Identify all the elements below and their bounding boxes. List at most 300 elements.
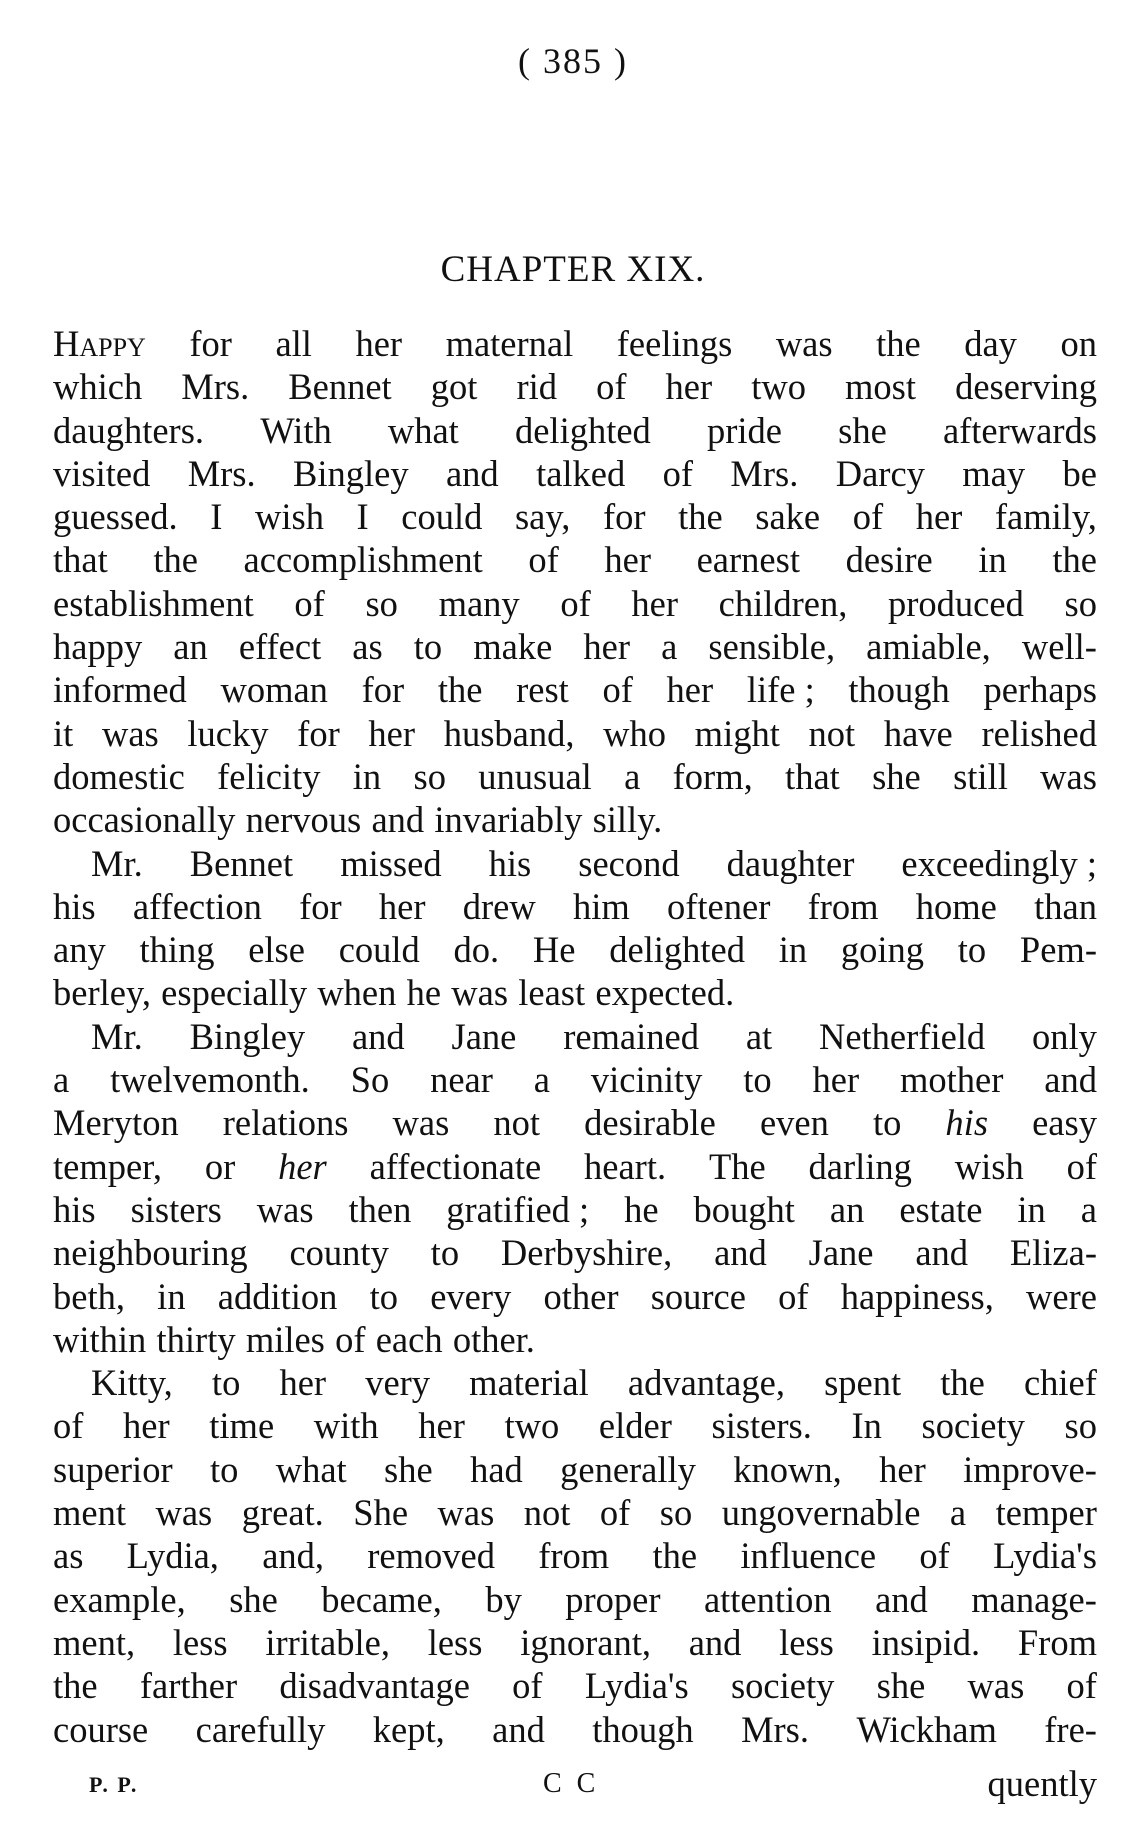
word: was	[775, 323, 833, 364]
word: affection	[132, 885, 262, 927]
word: for	[297, 712, 340, 754]
word: she	[384, 1448, 433, 1490]
word: darling	[808, 1145, 912, 1187]
word: her	[278, 1145, 327, 1187]
word: which	[53, 366, 143, 408]
word: by	[485, 1578, 522, 1620]
word: remained	[563, 1015, 699, 1057]
word: than	[1034, 885, 1097, 927]
word: Meryton	[53, 1102, 179, 1144]
text-line	[53, 971, 1097, 1014]
word: Lydia's	[993, 1535, 1097, 1577]
word: society	[921, 1405, 1025, 1447]
word: proper	[565, 1578, 661, 1620]
word: source	[650, 1275, 746, 1317]
word: daughter	[726, 842, 855, 884]
word: a	[949, 1492, 967, 1534]
word: of	[852, 496, 884, 538]
word: daughters.	[53, 409, 205, 451]
word: relations	[222, 1102, 349, 1144]
word: an	[829, 1188, 865, 1230]
word: for	[299, 885, 342, 927]
word: her	[279, 1362, 327, 1404]
word: invariably	[434, 799, 583, 841]
word: for	[189, 323, 232, 364]
word: her	[355, 323, 403, 364]
word: she	[838, 409, 887, 451]
word: family,	[994, 496, 1097, 538]
word: the	[940, 1362, 985, 1404]
word: of	[335, 1318, 366, 1360]
body-text	[53, 322, 1097, 1751]
word: do.	[453, 929, 500, 971]
word: known,	[733, 1448, 842, 1490]
word: and	[492, 1708, 545, 1750]
word: exceedingly ;	[901, 842, 1097, 884]
text-line	[53, 1231, 1097, 1274]
word: of	[53, 1405, 84, 1447]
word: spent	[824, 1362, 902, 1404]
word: establishment	[53, 582, 254, 624]
text-line	[53, 1404, 1097, 1447]
word: make	[473, 626, 553, 668]
word: neighbouring	[53, 1232, 248, 1274]
word: drew	[462, 885, 536, 927]
word: of	[560, 582, 591, 624]
word: ungovernable	[721, 1492, 921, 1534]
word: unusual	[478, 755, 592, 797]
text-line	[53, 755, 1097, 798]
word: ment,	[53, 1621, 136, 1663]
text-line	[53, 1145, 1097, 1188]
word: so	[659, 1492, 693, 1534]
drop-word: Happy	[53, 323, 146, 364]
word: not	[523, 1492, 571, 1534]
word: that	[53, 539, 108, 581]
word: might	[694, 712, 780, 754]
word: her	[604, 539, 651, 581]
word: lucky	[187, 712, 269, 754]
word: berley,	[53, 972, 151, 1014]
word: domestic	[53, 755, 185, 797]
word: material	[469, 1362, 589, 1404]
word: though	[848, 669, 950, 711]
word: attention	[703, 1578, 832, 1620]
word: with	[313, 1405, 379, 1447]
word: Jane	[451, 1015, 517, 1057]
word: earnest	[696, 539, 800, 581]
word: a	[661, 626, 678, 668]
word: time	[209, 1405, 275, 1447]
word: her	[812, 1059, 860, 1101]
word: deserving	[955, 366, 1097, 408]
word: for	[602, 496, 646, 538]
word: of	[294, 582, 325, 624]
word: guessed.	[53, 496, 178, 538]
word: was	[967, 1665, 1025, 1707]
word: insipid.	[871, 1621, 981, 1663]
word: carefully	[195, 1708, 326, 1750]
word: manage-	[971, 1578, 1097, 1620]
word: silly.	[592, 799, 663, 841]
text-line	[53, 409, 1097, 452]
text-line	[53, 1621, 1097, 1664]
word: many	[438, 582, 520, 624]
word: Bingley	[189, 1015, 306, 1057]
word: she	[876, 1665, 926, 1707]
text-line	[53, 712, 1097, 755]
word: in	[1017, 1188, 1046, 1230]
word: the	[678, 496, 723, 538]
word: temper	[995, 1492, 1097, 1534]
word: two	[504, 1405, 560, 1447]
word: amiable,	[866, 626, 991, 668]
word: She	[353, 1492, 409, 1534]
word: example,	[53, 1578, 186, 1620]
word: easy	[1032, 1102, 1097, 1144]
word: nervous	[245, 799, 362, 841]
word: of	[778, 1275, 809, 1317]
word: an	[173, 626, 208, 668]
word: and,	[262, 1535, 325, 1577]
word: what	[387, 409, 459, 451]
word: it	[53, 712, 74, 754]
word: that	[785, 755, 840, 797]
catchword: quently	[987, 1763, 1097, 1804]
word: her	[123, 1405, 170, 1447]
word: of	[1066, 1665, 1097, 1707]
word: and	[445, 452, 499, 494]
word: accomplishment	[243, 539, 483, 581]
word: on	[1060, 323, 1097, 364]
word: the	[153, 539, 198, 581]
word: not	[808, 712, 856, 754]
word: Bingley	[293, 452, 409, 494]
word: her	[418, 1405, 465, 1447]
word: generally	[560, 1448, 696, 1490]
word: say,	[514, 496, 571, 538]
word: to	[872, 1102, 902, 1144]
word: perhaps	[983, 669, 1097, 711]
word: Mrs.	[181, 366, 250, 408]
text-line	[53, 1361, 1097, 1404]
text-line	[53, 1101, 1097, 1144]
word: what	[275, 1448, 347, 1490]
text-line	[53, 842, 1097, 885]
word: to	[211, 1362, 241, 1404]
word: From	[1017, 1621, 1097, 1663]
word: sensible,	[708, 626, 836, 668]
word: elder	[598, 1405, 672, 1447]
word: woman	[220, 669, 328, 711]
text-line	[53, 1708, 1097, 1751]
word: sisters.	[711, 1405, 812, 1447]
text-line	[53, 582, 1097, 625]
word: less	[172, 1621, 228, 1663]
word: may	[962, 452, 1026, 494]
word: within	[53, 1318, 147, 1360]
word: a	[1080, 1188, 1097, 1230]
word: have	[883, 712, 953, 754]
text-line	[53, 1318, 1097, 1361]
word: missed	[340, 842, 442, 884]
word: feelings	[616, 323, 733, 364]
signature-mark-left: P. P.	[89, 1772, 139, 1797]
word: her	[915, 496, 963, 538]
word: going	[840, 929, 925, 971]
word: Eliza-	[1009, 1232, 1097, 1274]
word: to	[957, 929, 987, 971]
word: was	[451, 972, 509, 1014]
word: effect	[238, 626, 322, 668]
word: least	[518, 972, 586, 1014]
word: temper,	[53, 1145, 163, 1187]
word: any	[53, 929, 106, 971]
word: Darcy	[835, 452, 925, 494]
word: home	[915, 885, 997, 927]
word: in	[978, 539, 1007, 581]
word: delighted	[609, 929, 746, 971]
word: desirable	[584, 1102, 716, 1144]
word: estate	[899, 1188, 983, 1230]
word: Jane	[808, 1232, 874, 1274]
word: every	[430, 1275, 512, 1317]
word: his	[53, 1188, 96, 1230]
word: a	[533, 1059, 550, 1101]
word: got	[430, 366, 478, 408]
word: who	[603, 712, 666, 754]
word: farther	[139, 1665, 238, 1707]
word: Mr.	[91, 842, 143, 884]
word: so	[1064, 1405, 1097, 1447]
word: He	[532, 929, 576, 971]
word: Mrs.	[187, 452, 256, 494]
word: so	[365, 582, 398, 624]
word: when	[317, 972, 397, 1014]
word: I	[356, 496, 369, 538]
word: and	[371, 799, 425, 841]
word: maternal	[445, 323, 574, 364]
word: less	[427, 1621, 483, 1663]
word: kept,	[372, 1708, 445, 1750]
word: Netherfield	[818, 1015, 986, 1057]
word: gratified ;	[446, 1188, 590, 1230]
word: bought	[693, 1188, 795, 1230]
word: The	[708, 1145, 766, 1187]
word: occasionally	[53, 799, 236, 841]
word: near	[430, 1059, 493, 1101]
word: a	[624, 755, 641, 797]
word: Bennet	[189, 842, 294, 884]
word: other	[543, 1275, 619, 1317]
word: of	[528, 539, 559, 581]
word: heart.	[584, 1145, 667, 1187]
word: especially	[161, 972, 308, 1014]
word: became,	[321, 1578, 442, 1620]
word: delighted	[514, 409, 651, 451]
word: in	[352, 755, 382, 797]
word: only	[1032, 1015, 1097, 1057]
word: Wickham	[856, 1708, 997, 1750]
text-line	[53, 1448, 1097, 1491]
text-line	[53, 1058, 1097, 1101]
word: in	[778, 929, 808, 971]
word: was	[437, 1492, 495, 1534]
word: With	[260, 409, 332, 451]
word: happiness,	[840, 1275, 994, 1317]
word: improve-	[963, 1448, 1097, 1490]
word: twelvemonth.	[110, 1059, 310, 1101]
word: was	[392, 1102, 450, 1144]
word: desire	[845, 539, 933, 581]
word: to	[369, 1275, 399, 1317]
word: relished	[981, 712, 1097, 754]
word: second	[578, 842, 680, 884]
word: so	[1064, 582, 1097, 624]
word: was	[1040, 755, 1097, 797]
word: could	[338, 929, 420, 971]
word: irritable,	[265, 1621, 390, 1663]
word: fre-	[1044, 1708, 1097, 1750]
word: very	[365, 1362, 431, 1404]
word: was	[155, 1492, 213, 1534]
word: visited	[53, 452, 151, 494]
word: informed	[53, 669, 187, 711]
word: for	[361, 669, 405, 711]
word: chief	[1023, 1362, 1097, 1404]
word: be	[1062, 452, 1097, 494]
word: talked	[536, 452, 626, 494]
text-line	[53, 322, 1097, 365]
text-line	[53, 928, 1097, 971]
word: sisters	[130, 1188, 222, 1230]
word: beth,	[53, 1275, 125, 1317]
word: society	[730, 1665, 835, 1707]
word: she	[229, 1578, 278, 1620]
word: removed	[367, 1535, 495, 1577]
word: course	[53, 1708, 149, 1750]
word: and	[915, 1232, 969, 1274]
word: not	[493, 1102, 541, 1144]
word: In	[851, 1405, 882, 1447]
text-line	[53, 1578, 1097, 1621]
word: advantage,	[627, 1362, 785, 1404]
signature-mark-center: C C	[543, 1768, 600, 1799]
word: of	[512, 1665, 543, 1707]
word: his	[945, 1102, 989, 1144]
word: of	[596, 366, 627, 408]
word: at	[745, 1015, 773, 1057]
word: to	[413, 626, 443, 668]
text-line	[53, 1664, 1097, 1707]
word: Kitty,	[91, 1362, 173, 1404]
word: of	[602, 669, 633, 711]
word: county	[289, 1232, 389, 1274]
word: produced	[888, 582, 1024, 624]
word: a	[53, 1059, 70, 1101]
word: even	[759, 1102, 829, 1144]
word: children,	[718, 582, 848, 624]
word: the	[652, 1535, 698, 1577]
word: happy	[53, 626, 143, 668]
text-line	[53, 365, 1097, 408]
word: pride	[706, 409, 782, 451]
word: and	[351, 1015, 405, 1057]
text-line	[53, 1015, 1097, 1058]
word: still	[953, 755, 1008, 797]
text-line	[53, 668, 1097, 711]
word: disadvantage	[279, 1665, 470, 1707]
word: her	[665, 366, 713, 408]
word: as	[352, 626, 383, 668]
word: to	[430, 1232, 460, 1274]
word: then	[348, 1188, 412, 1230]
word: her	[879, 1448, 926, 1490]
text-line	[53, 495, 1097, 538]
word: had	[470, 1448, 523, 1490]
text-line	[53, 1534, 1097, 1577]
word: afterwards	[942, 409, 1097, 451]
word: of	[662, 452, 694, 494]
word: her	[368, 712, 416, 754]
word: all	[275, 323, 312, 364]
word: his	[488, 842, 532, 884]
text-line	[53, 452, 1097, 495]
word: were	[1026, 1275, 1097, 1317]
word: to	[743, 1059, 772, 1101]
word: Lydia's	[584, 1665, 689, 1707]
word: Derbyshire,	[500, 1232, 673, 1274]
word: rest	[516, 669, 569, 711]
word: ment	[53, 1492, 126, 1534]
word: vicinity	[590, 1059, 703, 1101]
word: he	[406, 972, 442, 1014]
word: the	[53, 1665, 98, 1707]
word: was	[256, 1188, 314, 1230]
word: other.	[452, 1318, 535, 1360]
word: miles	[245, 1318, 325, 1360]
word: and	[688, 1621, 742, 1663]
word: Mrs.	[741, 1708, 810, 1750]
word: wish	[954, 1145, 1024, 1187]
word: him	[572, 885, 630, 927]
word: thirty	[156, 1318, 236, 1360]
text-line	[53, 625, 1097, 668]
word: and	[714, 1232, 767, 1274]
word: ignorant,	[520, 1621, 651, 1663]
word: two	[751, 366, 806, 408]
word: could	[401, 496, 483, 538]
word: the	[437, 669, 483, 711]
word: oftener	[667, 885, 771, 927]
word: sake	[755, 496, 821, 538]
word: rid	[516, 366, 557, 408]
word: day	[964, 323, 1017, 364]
word: in	[157, 1275, 186, 1317]
word: each	[375, 1318, 443, 1360]
word: I	[210, 496, 223, 538]
word: life ;	[746, 669, 815, 711]
text-line	[53, 1275, 1097, 1318]
word: as	[53, 1535, 84, 1577]
word: superior	[53, 1448, 173, 1490]
word: less	[779, 1621, 834, 1663]
text-line	[53, 1188, 1097, 1231]
word: well-	[1021, 626, 1097, 668]
word: of	[1066, 1145, 1097, 1187]
word: husband,	[443, 712, 575, 754]
word: thing	[139, 929, 215, 971]
